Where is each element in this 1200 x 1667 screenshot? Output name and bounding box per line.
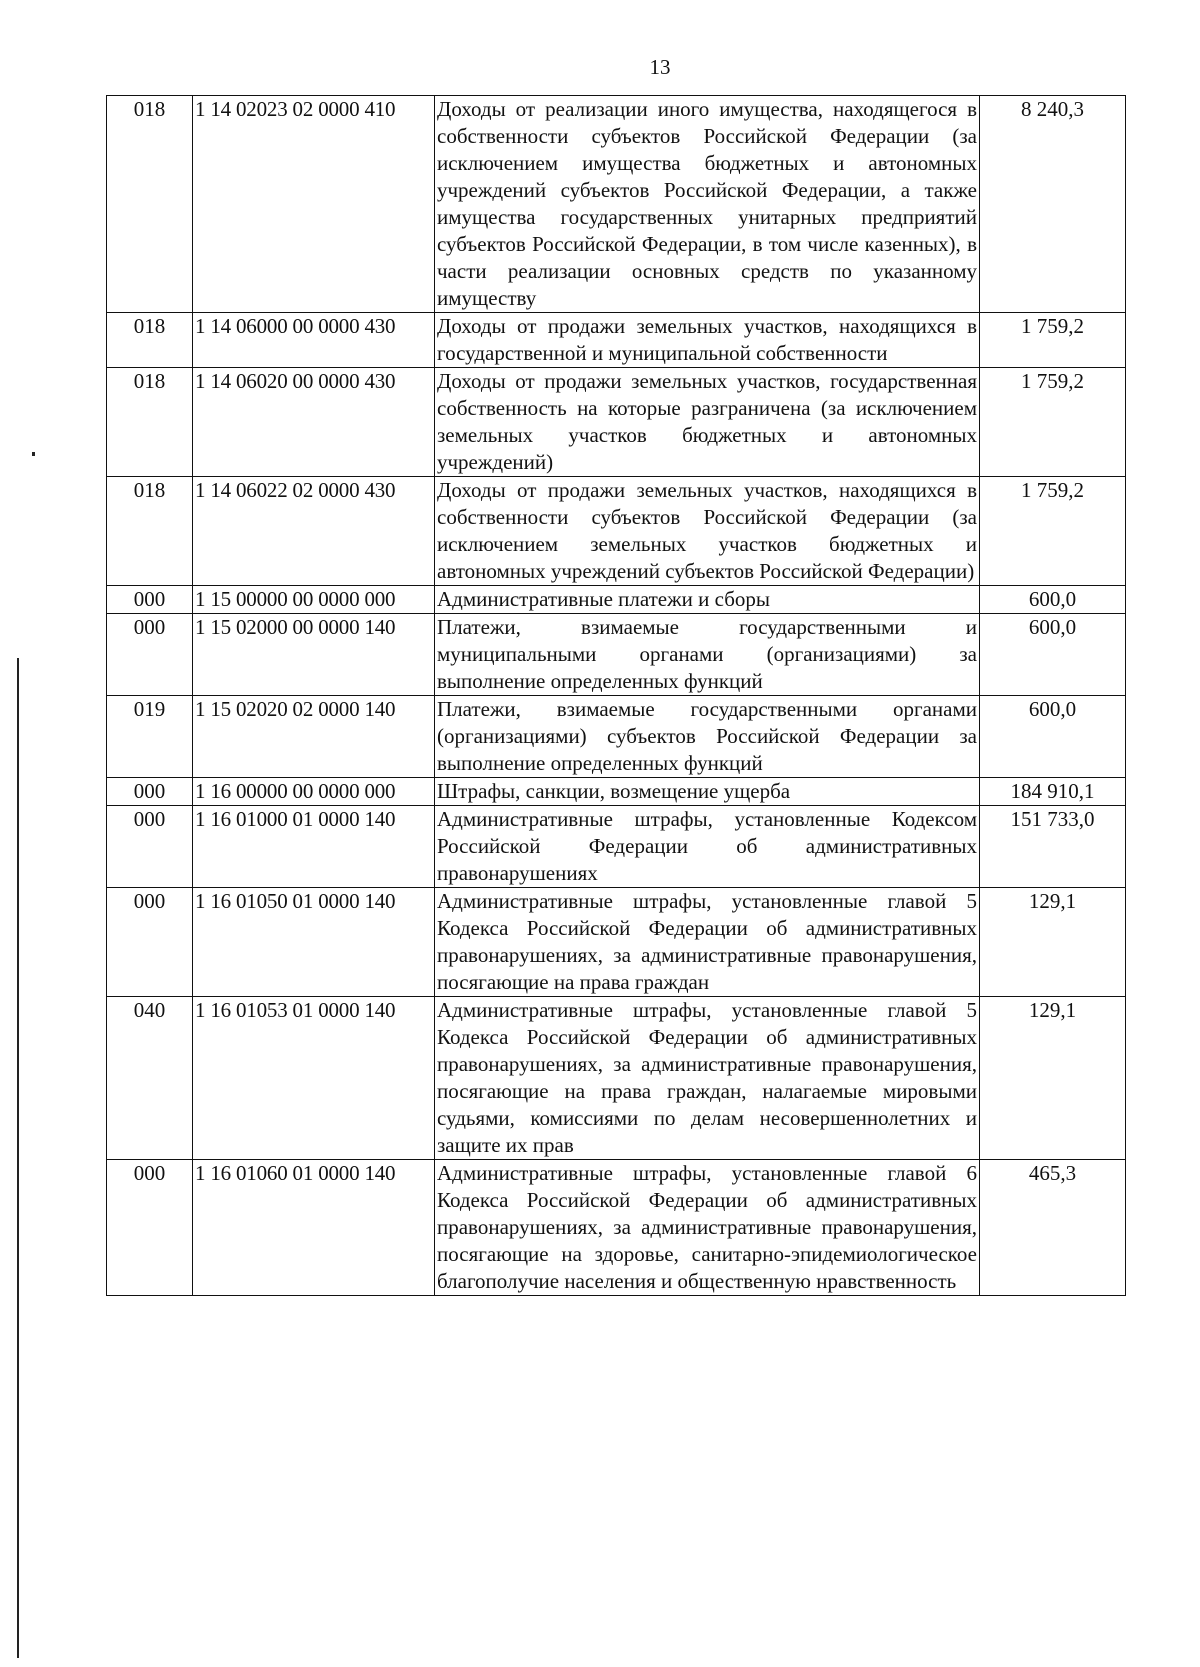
- revenue-name-cell: Доходы от продажи земельных участков, находящихся в государственной и муниципальной собственности: [435, 313, 980, 368]
- amount-cell: 600,0: [980, 586, 1126, 614]
- margin-line: [17, 658, 19, 1658]
- budget-code-cell: 1 14 02023 02 0000 410: [193, 96, 435, 313]
- revenue-name-cell: Доходы от продажи земельных участков, находящихся в собственности субъектов Российской Федерации (за исключением земельных участков бюджетных и автономных учреждений субъектов Российской Федерации): [435, 477, 980, 586]
- amount-cell: 1 759,2: [980, 477, 1126, 586]
- revenue-name-cell: Административные штрафы, установленные Кодексом Российской Федерации об административных правонарушениях: [435, 806, 980, 888]
- budget-code-cell: 1 15 02000 00 0000 140: [193, 614, 435, 696]
- admin-code-cell: 018: [107, 313, 193, 368]
- budget-code-cell: 1 15 02020 02 0000 140: [193, 696, 435, 778]
- revenue-name-cell: Доходы от продажи земельных участков, государственная собственность на которые разграничена (за исключением земельных участков бюджетных и автономных учреждений): [435, 368, 980, 477]
- revenue-name-cell: Штрафы, санкции, возмещение ущерба: [435, 778, 980, 806]
- table-row: [107, 477, 1126, 586]
- amount-cell: 129,1: [980, 997, 1126, 1160]
- table-row: [107, 778, 1126, 806]
- budget-code-cell: 1 14 06000 00 0000 430: [193, 313, 435, 368]
- admin-code-cell: 000: [107, 778, 193, 806]
- table-row: [107, 1160, 1126, 1296]
- admin-code-cell: 000: [107, 806, 193, 888]
- page-number: 13: [649, 55, 671, 79]
- admin-code-cell: 018: [107, 96, 193, 313]
- budget-code-cell: 1 14 06020 00 0000 430: [193, 368, 435, 477]
- admin-code-cell: 040: [107, 997, 193, 1160]
- table-row: [107, 313, 1126, 368]
- table-row: [107, 586, 1126, 614]
- budget-code-cell: 1 16 01000 01 0000 140: [193, 806, 435, 888]
- admin-code-cell: 019: [107, 696, 193, 778]
- admin-code-cell: 000: [107, 888, 193, 997]
- amount-cell: 129,1: [980, 888, 1126, 997]
- table-row: [107, 368, 1126, 477]
- admin-code-cell: 000: [107, 614, 193, 696]
- revenue-table-body: [107, 96, 1126, 1296]
- revenue-name-cell: Административные штрафы, установленные главой 5 Кодекса Российской Федерации об административных правонарушениях, за административные правонарушения, посягающие на права граждан, налагаемые мировыми судьями, комиссиями по делам несовершеннолетних и защите их прав: [435, 997, 980, 1160]
- revenue-name-cell: Административные штрафы, установленные главой 5 Кодекса Российской Федерации об административных правонарушениях, за административные правонарушения, посягающие на права граждан: [435, 888, 980, 997]
- amount-cell: 600,0: [980, 696, 1126, 778]
- amount-cell: 151 733,0: [980, 806, 1126, 888]
- budget-code-cell: 1 16 01060 01 0000 140: [193, 1160, 435, 1296]
- budget-code-cell: 1 16 01053 01 0000 140: [193, 997, 435, 1160]
- admin-code-cell: 000: [107, 1160, 193, 1296]
- amount-cell: 1 759,2: [980, 368, 1126, 477]
- revenue-table: [106, 95, 1126, 1296]
- admin-code-cell: 000: [107, 586, 193, 614]
- budget-code-cell: 1 16 01050 01 0000 140: [193, 888, 435, 997]
- table-row: [107, 696, 1126, 778]
- amount-cell: 1 759,2: [980, 313, 1126, 368]
- table-row: [107, 997, 1126, 1160]
- table-row: [107, 96, 1126, 313]
- revenue-name-cell: Доходы от реализации иного имущества, находящегося в собственности субъектов Российской Федерации (за исключением имущества бюджетных и автономных учреждений субъектов Российской Федерации, а также имущества государственных унитарных предприятий субъектов Российской Федерации, в том числе казенных), в части реализации основных средств по указанному имуществу: [435, 96, 980, 313]
- amount-cell: 184 910,1: [980, 778, 1126, 806]
- revenue-name-cell: Административные платежи и сборы: [435, 586, 980, 614]
- table-row: [107, 888, 1126, 997]
- table-row: [107, 806, 1126, 888]
- revenue-name-cell: Административные штрафы, установленные главой 6 Кодекса Российской Федерации об административных правонарушениях, за административные правонарушения, посягающие на здоровье, санитарно-эпидемиологическое благополучие населения и общественную нравственность: [435, 1160, 980, 1296]
- admin-code-cell: 018: [107, 368, 193, 477]
- margin-mark: [32, 452, 35, 456]
- revenue-name-cell: Платежи, взимаемые государственными и муниципальными органами (организациями) за выполнение определенных функций: [435, 614, 980, 696]
- budget-code-cell: 1 16 00000 00 0000 000: [193, 778, 435, 806]
- admin-code-cell: 018: [107, 477, 193, 586]
- amount-cell: 600,0: [980, 614, 1126, 696]
- amount-cell: 465,3: [980, 1160, 1126, 1296]
- budget-code-cell: 1 15 00000 00 0000 000: [193, 586, 435, 614]
- revenue-name-cell: Платежи, взимаемые государственными органами (организациями) субъектов Российской Федерации за выполнение определенных функций: [435, 696, 980, 778]
- budget-code-cell: 1 14 06022 02 0000 430: [193, 477, 435, 586]
- amount-cell: 8 240,3: [980, 96, 1126, 313]
- table-row: [107, 614, 1126, 696]
